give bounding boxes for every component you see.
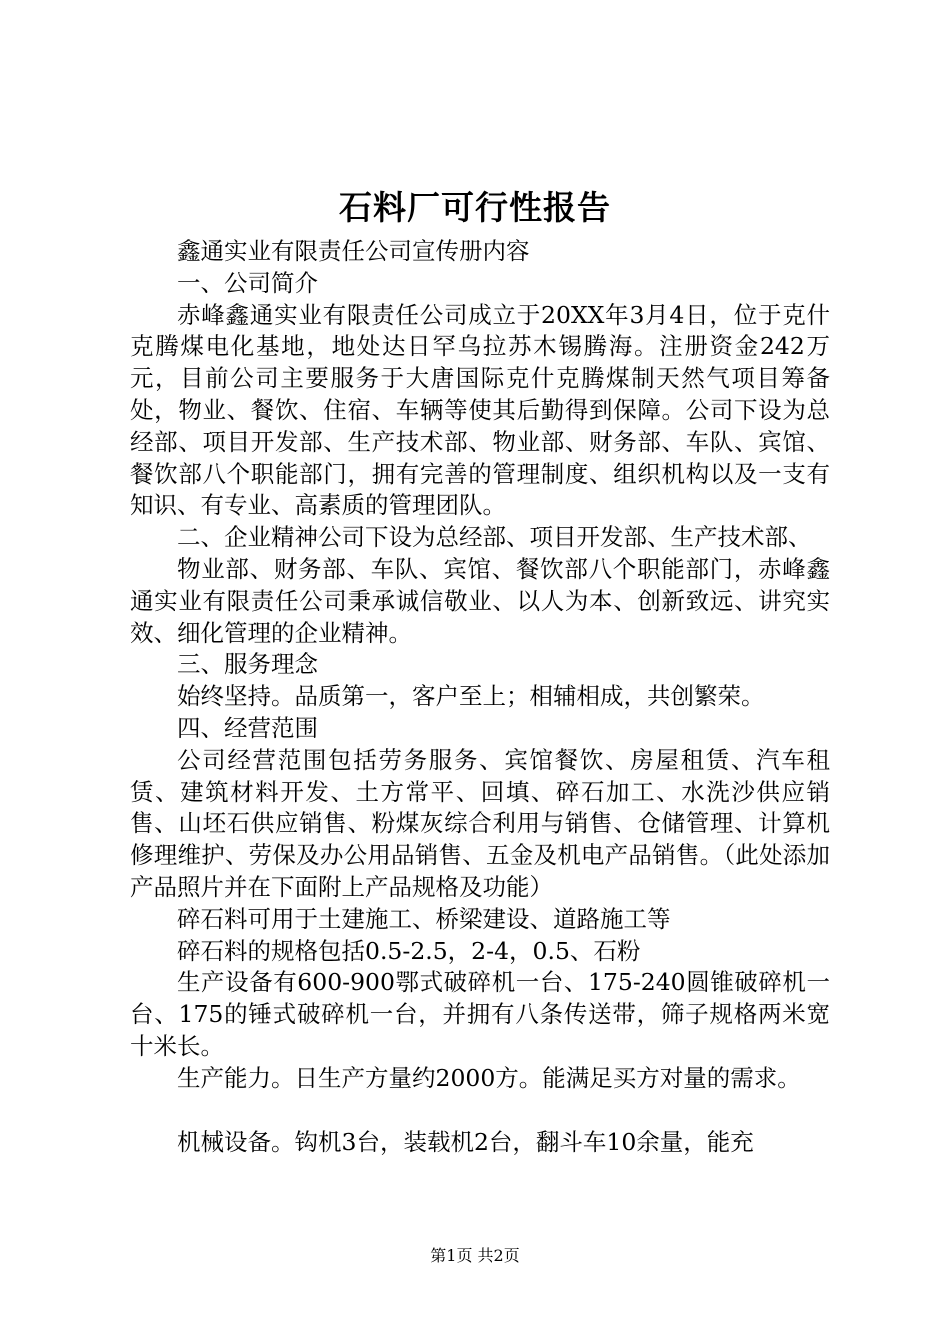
paragraph-production-capacity: 生产能力。日生产方量约2000方。能满足买方对量的需求。 (177, 1063, 801, 1092)
page-footer: 第1页 共2页 (430, 1246, 520, 1265)
section-heading-business-scope: 四、经营范围 (177, 713, 318, 742)
paragraph-gravel-usage: 碎石料可用于土建施工、桥梁建设、道路施工等 (177, 904, 671, 933)
section-heading-service-concept: 三、服务理念 (177, 650, 318, 679)
paragraph-gap (130, 1095, 830, 1127)
section-heading-company-intro: 一、公司简介 (177, 268, 318, 297)
paragraph-machinery: 机械设备。钩机3台，装载机2台，翻斗车10余量，能充 (177, 1127, 754, 1156)
paragraph-company-intro: 赤峰鑫通实业有限责任公司成立于20XX年3月4日，位于克什克腾煤电化基地，地处达日罕乌拉苏木锡腾海。注册资金242万元，目前公司主要服务于大唐国际克什克腾煤制天然气项目筹备处，物业、餐饮、住宿、车辆等使其后勤得到保障。公司下设为总经部、项目开发部、生产技术部、物业部、财务部、车队、宾馆、餐饮部八个职能部门，拥有完善的管理制度、组织机构以及一支有知识、有专业、高素质的管理团队。 (130, 300, 830, 520)
section-heading-enterprise-spirit: 二、企业精神公司下设为总经部、项目开发部、生产技术部、 (177, 523, 812, 552)
paragraph-production-equipment: 生产设备有600-900鄂式破碎机一台、175-240圆锥破碎机一台、175的锤式破碎机一台，并拥有八条传送带，筛子规格两米宽十米长。 (130, 968, 830, 1060)
paragraph-business-scope: 公司经营范围包括劳务服务、宾馆餐饮、房屋租赁、汽车租赁、建筑材料开发、土方常平、回填、碎石加工、水洗沙供应销售、山坯石供应销售、粉煤灰综合利用与销售、仓储管理、计算机修理维护、劳保及办公用品销售、五金及机电产品销售。（此处添加产品照片并在下面附上产品规格及功能） (130, 745, 830, 901)
paragraph-subtitle: 鑫通实业有限责任公司宣传册内容 (177, 237, 530, 265)
document-body (130, 236, 830, 1158)
document-title: 石料厂可行性报告 (339, 188, 611, 227)
paragraph-service-concept: 始终坚持。品质第一，客户至上；相辅相成，共创繁荣。 (177, 682, 765, 711)
paragraph-enterprise-spirit: 物业部、财务部、车队、宾馆、餐饮部八个职能部门，赤峰鑫通实业有限责任公司秉承诚信敬业、以人为本、创新致远、讲究实效、细化管理的企业精神。 (130, 554, 830, 647)
paragraph-gravel-specs: 碎石料的规格包括0.5-2.5，2-4，0.5、石粉 (177, 936, 641, 965)
